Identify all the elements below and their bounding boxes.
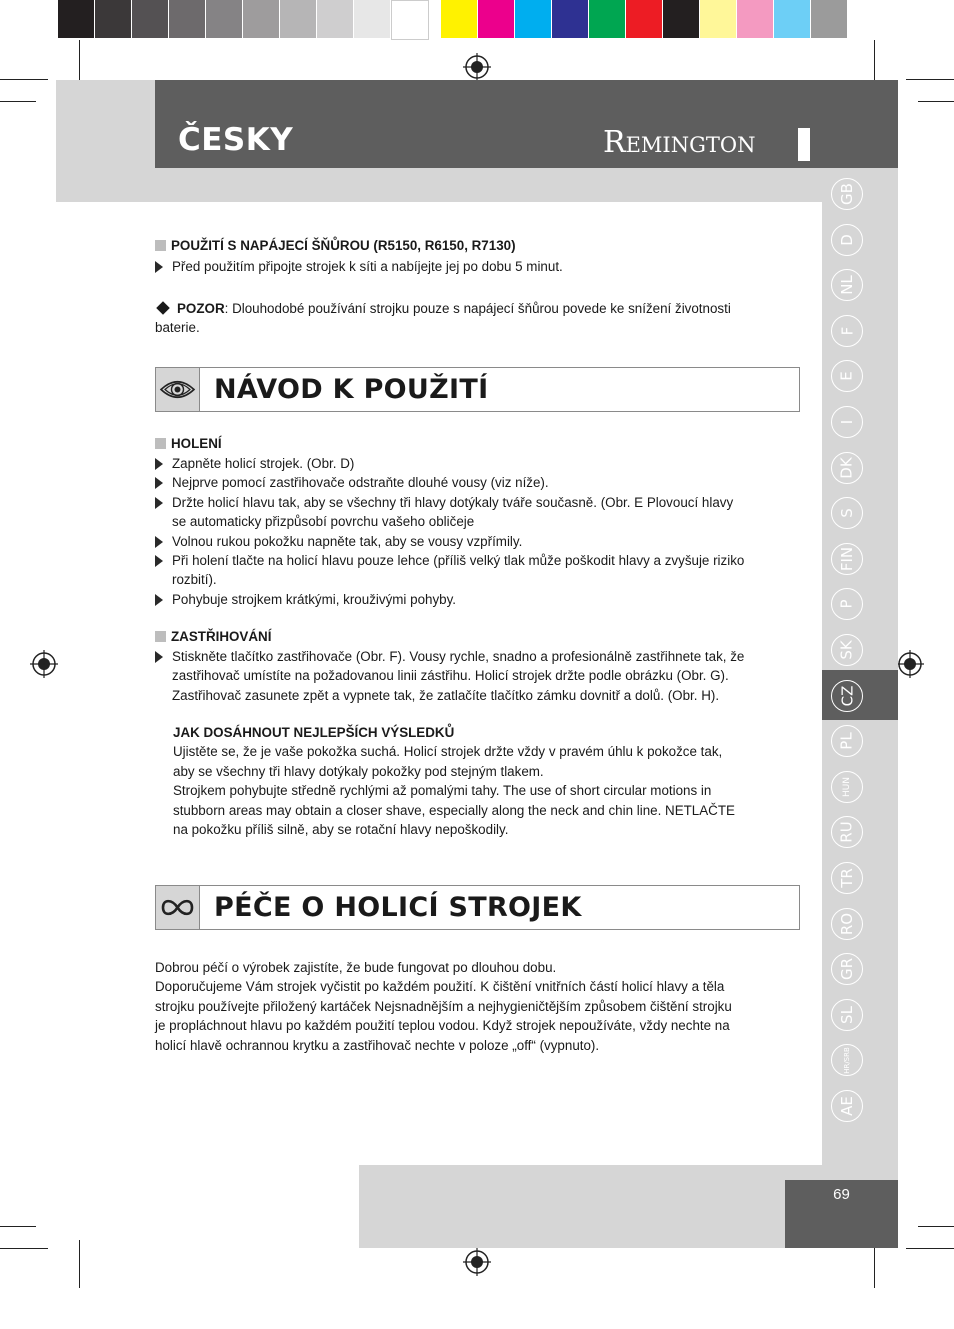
language-code: TR [838,868,856,888]
subheading-text: POUŽITÍ S NAPÁJECÍ ŠŇŮROU (R5150, R6150, R7130) [171,238,516,253]
text-line: Doporučujeme Vám strojek vyčistit po každém použití. K čištění vnitřních částí holicí hlavy a těla [155,979,725,995]
triangle-bullet-icon [155,261,163,273]
language-code: NL [837,275,856,295]
language-tab-dk[interactable] [831,452,863,484]
registration-mark-icon [896,650,924,678]
language-code: E [837,371,856,381]
language-tab-e[interactable] [831,360,863,392]
language-tab-ae[interactable] [831,1090,863,1122]
list-item [155,454,800,473]
language-code: RU [838,821,856,843]
square-bullet-icon [155,631,166,642]
list-item [155,493,800,532]
language-code: P [837,599,856,609]
brand-name: Remington [603,125,756,160]
warning-label: POZOR [177,301,225,316]
text-line: zastřihovač umístíte na požadovanou linii zástřihu. Holicí strojek držte podle obrázku (Obr. G). [172,668,729,684]
language-tab-i[interactable] [831,406,863,438]
text-line: je propláchnout hlavu po každém použití teplou vodou. Když strojek nepoužíváte, vždy nechte na [155,1018,730,1034]
language-code: SL [837,1006,856,1024]
language-code: DK [837,457,856,479]
tips-heading: JAK DOSÁHNOUT NEJLEPŠÍCH VÝSLEDKŮ [173,725,455,740]
color-swatch [317,0,354,38]
list-item [155,647,800,705]
list-item-text [172,590,456,609]
list-item-text [172,647,744,705]
color-swatch [700,0,737,38]
eye-icon [156,368,199,411]
section-icon-cell [156,368,200,411]
crop-mark [918,1226,954,1227]
list-item-text [172,493,733,532]
list-item [155,473,800,492]
language-code: S [838,508,856,518]
registration-mark-icon [463,53,491,81]
crop-mark [0,1248,48,1249]
color-swatch [811,0,848,38]
brand-bar-icon [798,128,810,161]
warning-note [155,299,800,338]
text-line: aby se všechny tři hlavy dotýkaly pokožky pod stejným tlakem. [173,763,544,779]
language-code: RO [837,912,856,936]
list-item [155,551,800,590]
color-swatch [589,0,626,38]
crop-mark [906,79,954,80]
text-line: strojku používejte přiložený kartáček Nejsnadnějším a nejhygieničtějším způsobem čištění strojku [155,998,732,1014]
color-swatch [774,0,811,38]
list-item-text: Před použitím připojte strojek k síti a nabíjejte jej po dobu 5 minut. [172,259,563,274]
color-swatch [478,0,515,38]
section-title: NÁVOD K POUŽITÍ [214,374,489,405]
color-swatch [663,0,700,38]
language-tab-hun[interactable] [831,771,863,803]
square-bullet-icon [155,438,166,449]
text-line: na pokožku příliš silně, aby se rotační hlavy nepoškodily. [173,822,509,838]
language-code: SK [837,640,856,660]
crop-mark [79,1240,80,1288]
color-swatch [737,0,774,38]
language-tab-s[interactable] [831,497,863,529]
warning-icon [156,301,170,315]
language-tab-sl[interactable] [831,999,863,1031]
language-code: HUN [842,776,852,798]
language-tab-d[interactable] [831,224,863,256]
language-code: GR [837,957,856,981]
text-line: rozbití). [172,572,217,588]
list-item [155,532,800,551]
language-code: AE [838,1096,856,1116]
section-icon-cell [156,886,200,929]
language-code: PL [838,732,856,750]
page-title: ČESKY [178,122,294,158]
care-paragraph [155,958,805,1055]
text-line: Volnou rukou pokožku napněte tak, aby se vousy vzpřímily. [172,533,523,549]
subheading-text: ZASTŘIHOVÁNÍ [171,629,272,644]
text-line: Zapněte holicí strojek. (Obr. D) [172,456,355,471]
list-item-text [172,532,522,551]
registration-mark-icon [463,1248,491,1276]
language-tab-hr-srb[interactable] [831,1044,863,1076]
crop-mark [918,101,954,102]
text-line: Strojkem pohybujte středně rychlými až pomalými tahy. The use of short circular motions in [173,783,712,799]
language-tab-tr[interactable] [831,862,863,894]
text-line: Stiskněte tlačítko zastřihovače (Obr. F). Vousy rychle, snadno a profesionálně zastřihnete tak, že [172,649,745,664]
text-line: Ujistěte se, že je vaše pokožka suchá. Holicí strojek držte vždy v pravém úhlu k pokožce tak, [173,744,723,760]
language-code: D [838,234,856,246]
color-swatch [441,0,478,38]
language-tab-fin[interactable] [831,543,863,575]
subheading-shaving [155,434,222,453]
color-swatch [132,0,169,38]
color-swatch [626,0,663,38]
list-item-text [172,551,744,590]
language-code: CZ [838,685,856,707]
registration-mark-icon [30,650,58,678]
language-tab-ru[interactable] [831,816,863,848]
color-swatch [169,0,206,38]
text-line: Držte holicí hlavu tak, aby se všechny tři hlavy dotýkaly tváře současně. (Obr. E Plovoucí hlavy [172,494,734,510]
subheading-trimming [155,627,271,646]
language-tab-p[interactable] [831,588,863,620]
language-tab-nl[interactable] [831,269,863,301]
list-item-text [172,473,549,492]
crop-mark [0,1226,36,1227]
triangle-bullet-icon [155,497,163,509]
language-code: HR/SRB [842,1046,851,1074]
language-code: I [838,419,856,425]
language-tab-f[interactable] [831,315,863,347]
text-line: stubborn areas may obtain a closer shave, especially along the neck and chin line. NETLAČTE [173,802,735,818]
triangle-bullet-icon [155,594,163,606]
crop-mark [906,1248,954,1249]
triangle-bullet-icon [155,536,163,548]
brand-logo [603,125,755,161]
language-tab-pl[interactable] [831,725,863,757]
text-line: Dobrou péčí o výrobek zajistíte, že bude fungovat po dlouhou dobu. [155,960,557,975]
warning-text: : Dlouhodobé používání strojku pouze s napájecí šňůrou povede ke snížení životnosti [224,301,731,316]
language-tab-gb[interactable] [831,178,863,210]
triangle-bullet-icon [155,555,163,567]
section-header-care [155,885,800,930]
subheading-cord [155,236,516,255]
text-line: holicí hlavě ochrannou krytku a zastřihovač nechte v poloze „off“ (vypnuto). [155,1037,600,1053]
language-tab-sk[interactable] [831,634,863,666]
tips-block [173,723,803,839]
subheading-text: HOLENÍ [171,436,222,451]
infinity-icon [156,886,199,929]
color-swatch [354,0,391,38]
triangle-bullet-icon [155,651,163,663]
list-item [155,590,800,609]
color-swatch [391,0,429,40]
warning-text-continued: baterie. [155,320,200,336]
page-number: 69 [833,1186,850,1203]
section-title: PÉČE O HOLICÍ STROJEK [214,892,582,923]
language-tab-cz[interactable] [831,680,863,712]
section-header-instructions [155,367,800,412]
crop-mark [0,101,36,102]
language-tab-ro[interactable] [831,908,863,940]
color-swatch [206,0,243,38]
color-swatch [280,0,317,38]
text-line: Při holení tlačte na holicí hlavu pouze lehce (příliš velký tlak může poškodit hlavy a zvyšuje riziko [172,553,745,568]
list-item [155,257,800,276]
triangle-bullet-icon [155,477,163,489]
triangle-bullet-icon [155,458,163,470]
color-calibration-bar [58,0,848,38]
text-line: se automaticky přizpůsobí povrchu vašeho obličeje [172,514,475,530]
color-swatch [552,0,589,38]
text-line: Pohybuje strojkem krátkými, krouživými pohyby. [172,591,457,607]
language-code: FIN [838,546,856,572]
color-swatch [95,0,132,38]
crop-mark [0,79,48,80]
text-line: Nejprve pomocí zastřihovače odstraňte dlouhé vousy (viz níže). [172,475,549,491]
color-swatch [515,0,552,38]
color-swatch [243,0,280,38]
color-swatch [58,0,95,38]
text-line: Zastřihovač zasunete zpět a vypnete tak, že zatlačíte tlačítko zámku dovnitř a dolů. (Obr. H). [172,687,720,703]
square-bullet-icon [155,240,166,251]
language-code: F [837,326,856,336]
list-item-text [172,454,354,473]
language-tab-gr[interactable] [831,953,863,985]
language-code: GB [837,183,856,205]
